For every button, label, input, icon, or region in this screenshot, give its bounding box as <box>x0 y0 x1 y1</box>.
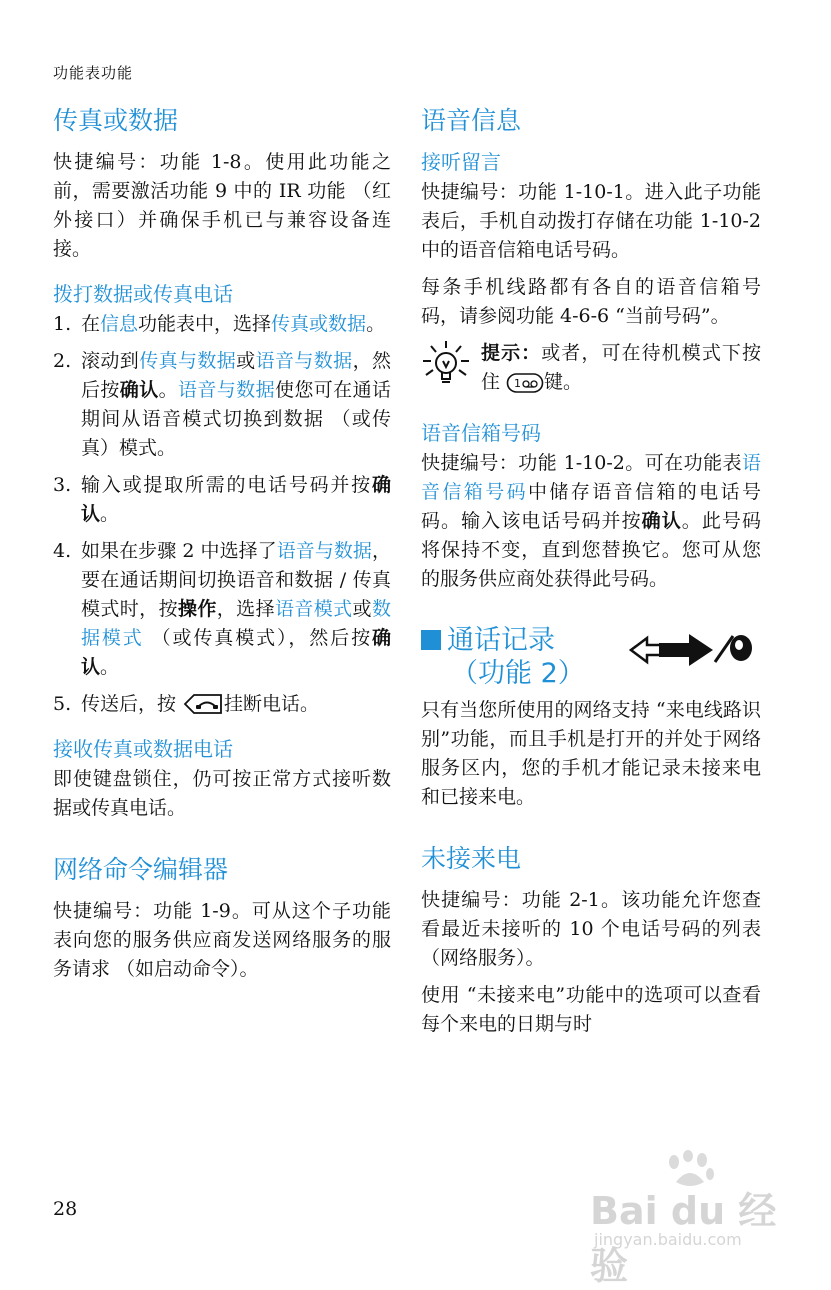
watermark-logo: Bai du 经验 <box>590 1189 777 1288</box>
list-item: 1. 在信息功能表中，选择传真或数据。 <box>53 313 386 335</box>
list-item: 3. 输入或提取所需的电话号码并按确认。 <box>53 474 391 525</box>
heading-fax-data: 传真或数据 <box>53 106 179 135</box>
tip-box <box>421 339 761 403</box>
link-voice-and-data[interactable]: 语音与数据 <box>255 350 353 372</box>
call-log-arrow-icon <box>629 628 757 676</box>
heading-voice-messages: 语音信息 <box>421 106 522 135</box>
link-voice-and-data[interactable]: 语音与数据 <box>276 540 372 562</box>
svg-text:1: 1 <box>514 377 522 390</box>
key-confirm: 确认 <box>119 379 159 401</box>
fax-data-text: 快捷编号：功能 1-8。使用此功能之前，需要激活功能 9 中的 IR 功能 （红外接口）并确保手机已与兼容设备连接。 <box>53 151 391 260</box>
link-data-mode[interactable]: 数据模式 <box>81 598 391 649</box>
link-fax-or-data[interactable]: 传真或数据 <box>271 313 367 335</box>
call-log-title: 通话记录 <box>421 624 585 657</box>
heading-voicemail-number: 语音信箱号码 <box>421 421 541 445</box>
link-messages[interactable]: 信息 <box>100 313 139 335</box>
list-item: 4. 如果在步骤 2 中选择了语音与数据，要在通话期间切换语音和数据 / 传真模式时，按操作，选择语音模式或数据模式 （或传真模式），然后按确认。 <box>53 540 391 678</box>
key-options: 操作 <box>177 598 217 620</box>
heading-network-command-editor: 网络命令编辑器 <box>53 855 229 884</box>
call-log-text: 只有当您所使用的网络支持 “来电线路识别”功能，而且手机是打开的并处于网络服务区内，您的手机才能记录未接来电和已接来电。 <box>421 699 761 808</box>
network-command-text: 快捷编号：功能 1-9。可从这个子功能表向您的服务供应商发送网络服务的服务请求 （如启动命令）。 <box>53 900 391 980</box>
voicemail-number-text: 快捷编号：功能 1-10-2。可在功能表语音信箱号码中储存语音信箱的电话号码。输入该电话号码并按确认。此号码将保持不变，直到您替换它。您可从您的服务供应商处获得此号码。 <box>421 452 761 590</box>
list-item: 2. 滚动到传真与数据或语音与数据，然后按确认。语音与数据使您可在通话期间从语音模式切换到数据 （或传真）模式。 <box>53 350 391 459</box>
link-voicemail-number[interactable]: 语音信箱号码 <box>421 452 761 503</box>
list-item: 5. 传送后，按 挂断电话。 <box>53 690 391 725</box>
key-confirm: 确认 <box>81 474 391 525</box>
listen-voicemail-text: 快捷编号：功能 1-10-1。进入此子功能表后，手机自动拨打存储在功能 1-10-2 中的语音信箱电话号码。 <box>421 181 761 261</box>
link-fax-and-data[interactable]: 传真与数据 <box>139 350 237 372</box>
tip-text: 提示：或者，可在待机模式下按住 1 键。 <box>481 339 761 403</box>
heading-listen-voicemail: 接听留言 <box>421 150 501 174</box>
lightbulb-icon <box>421 339 481 403</box>
heading-missed-calls: 未接来电 <box>421 844 522 873</box>
missed-calls-text-2: 使用 “未接来电”功能中的选项可以查看每个来电的日期与时 <box>421 984 761 1035</box>
section-marker-icon <box>421 630 441 650</box>
tip-label: 提示： <box>481 342 542 364</box>
call-log-section-header <box>421 624 761 690</box>
key-confirm: 确认 <box>641 510 682 532</box>
dial-steps-list <box>53 310 391 725</box>
call-log-subtitle: （功能 2） <box>451 658 585 689</box>
link-voice-and-data[interactable]: 语音与数据 <box>178 379 275 401</box>
baidu-watermark <box>590 1150 780 1288</box>
line-voicemail-text: 每条手机线路都有各自的语音信箱号码，请参阅功能 4-6-6 “当前号码”。 <box>421 276 761 327</box>
right-column <box>421 104 761 1047</box>
end-call-key-icon <box>182 692 224 725</box>
receive-data-text: 即使键盘锁住，仍可按正常方式接听数据或传真电话。 <box>53 768 391 819</box>
left-column <box>53 104 391 992</box>
page-number: 28 <box>53 1198 78 1220</box>
heading-dial-data: 拨打数据或传真电话 <box>53 282 233 306</box>
page-header: 功能表功能 <box>53 64 134 82</box>
key-confirm: 确认 <box>81 627 391 678</box>
voicemail-key-icon <box>506 372 544 403</box>
heading-receive-data: 接收传真或数据电话 <box>53 737 233 761</box>
missed-calls-text-1: 快捷编号：功能 2-1。该功能允许您查看最近未接听的 10 个电话号码的列表 （网络服务）。 <box>421 889 761 969</box>
link-voice-mode[interactable]: 语音模式 <box>274 598 353 620</box>
watermark-url: jingyan.baidu.com <box>594 1230 742 1249</box>
